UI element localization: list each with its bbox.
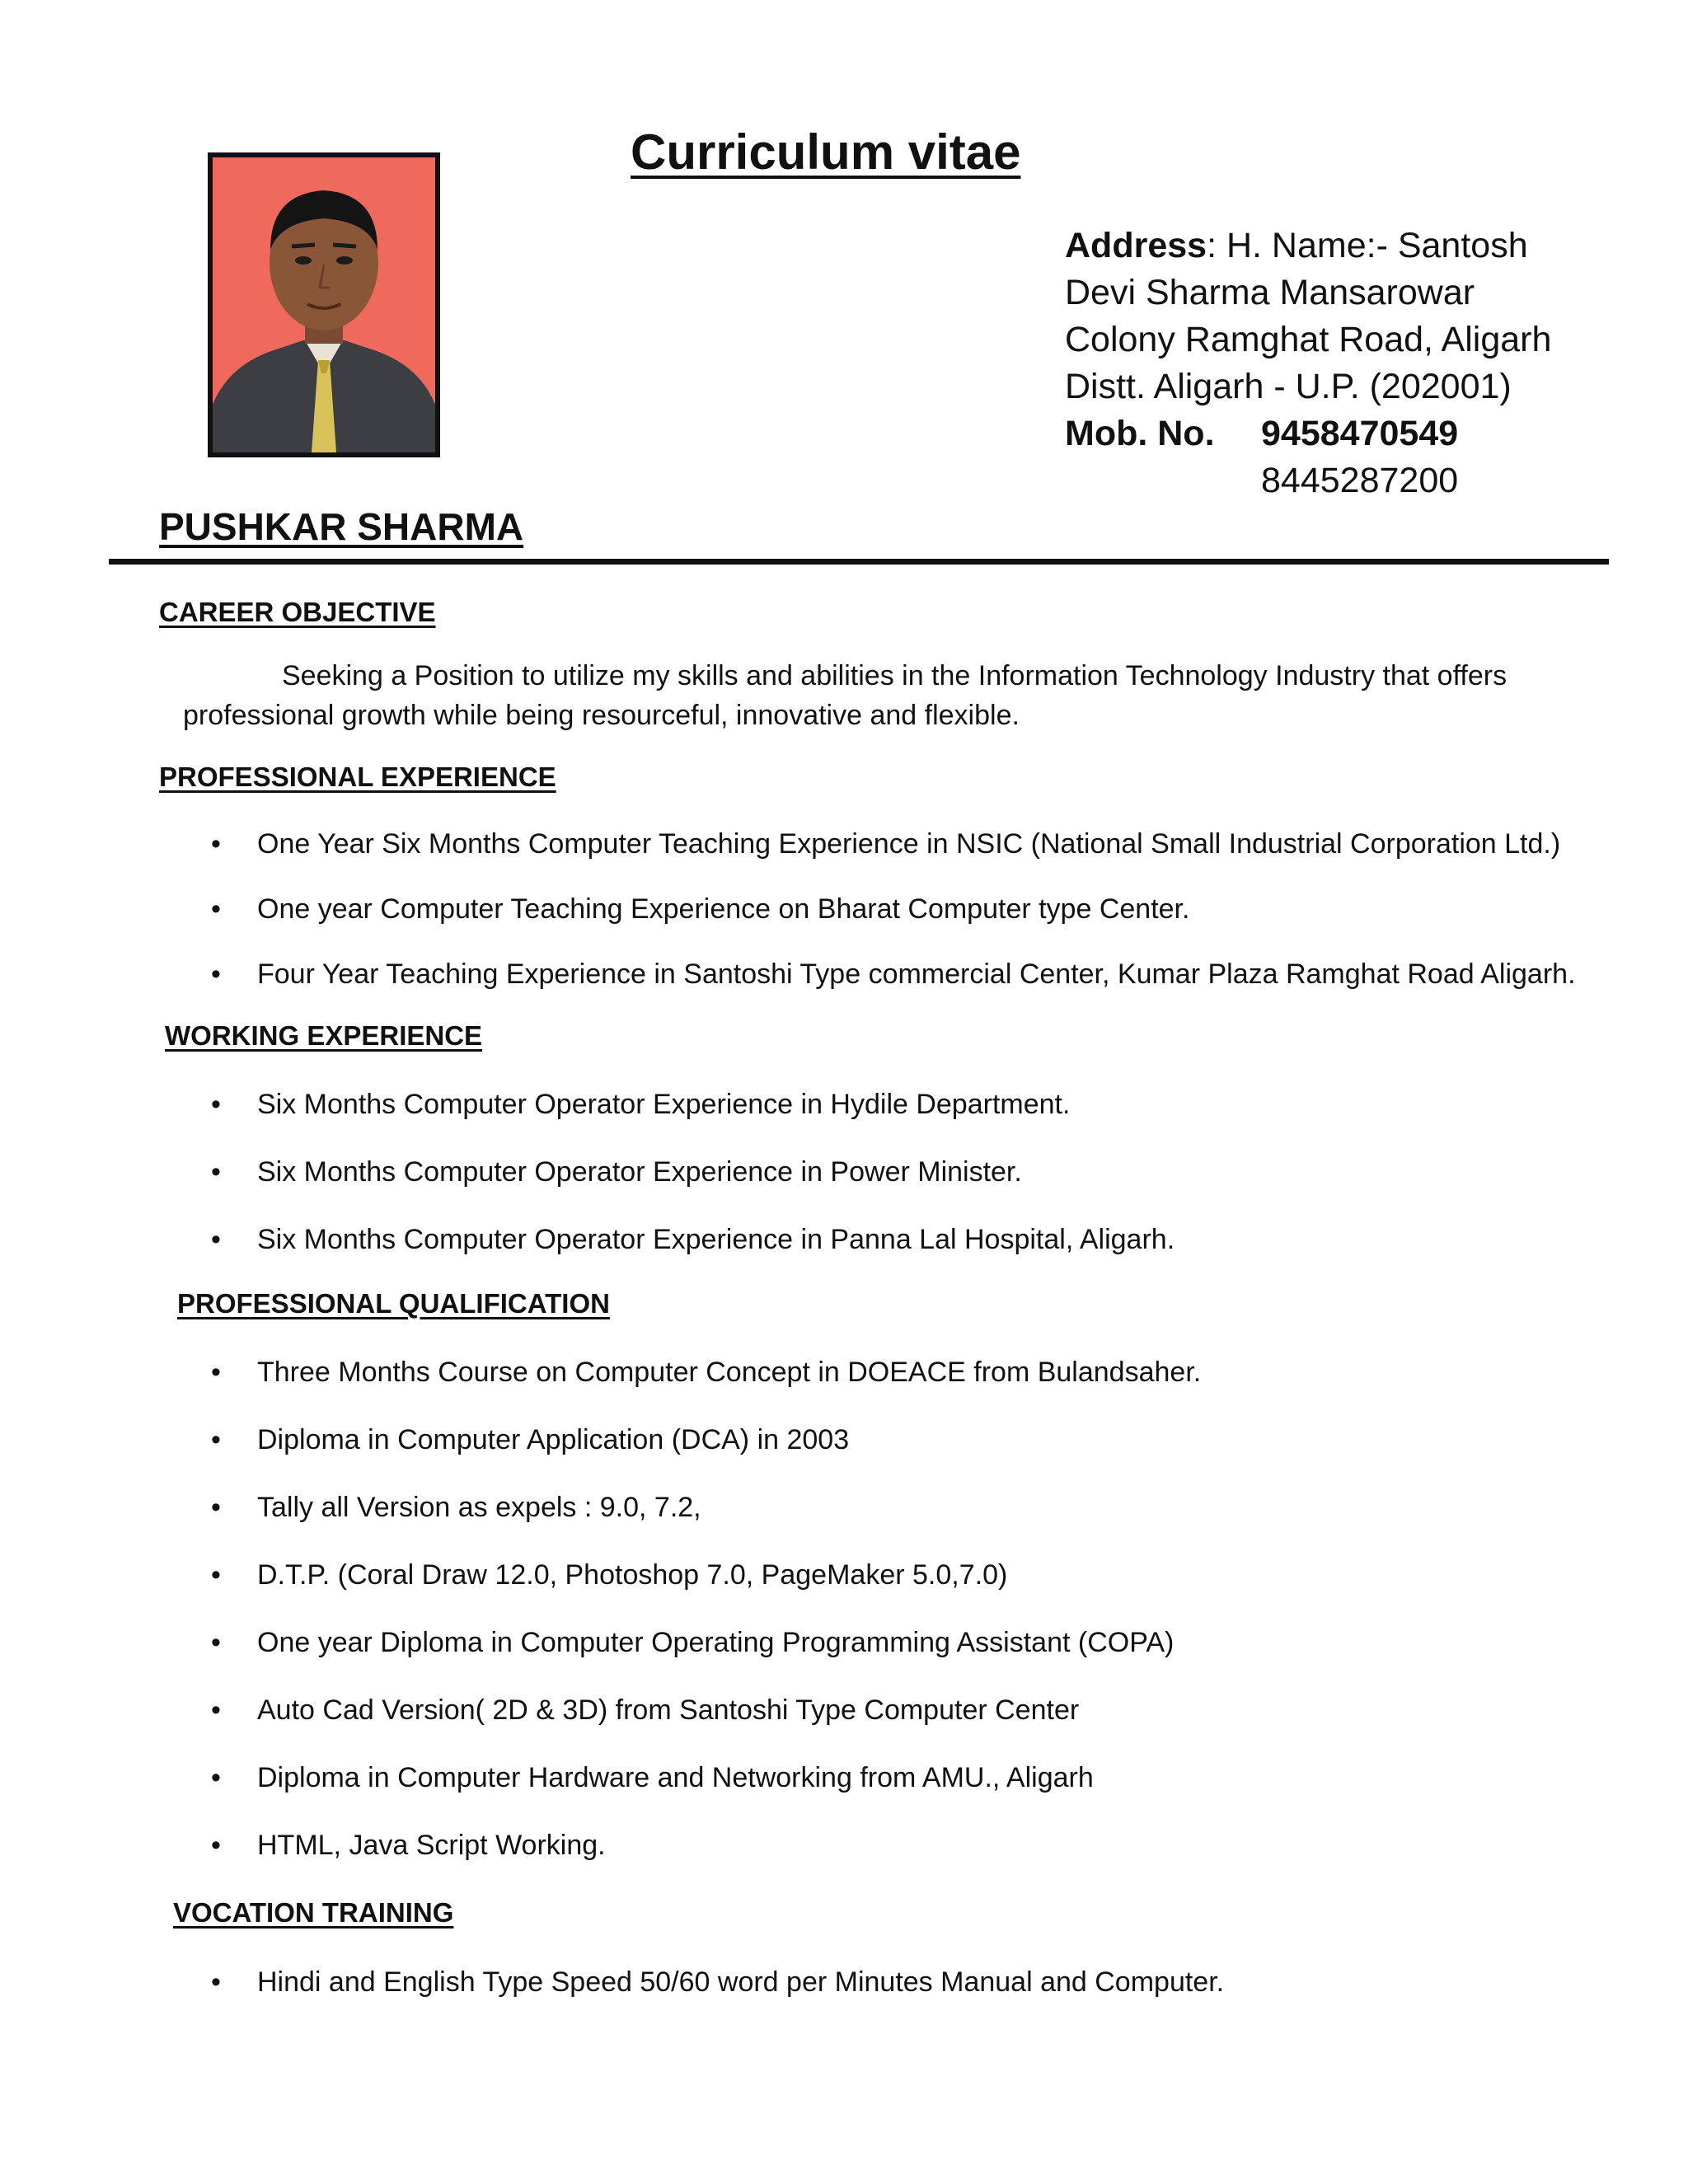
address-label: Address	[1065, 226, 1207, 265]
list-item-text: Diploma in Computer Application (DCA) in 2003	[257, 1424, 850, 1455]
address-line-3: Colony Ramghat Road, Aligarh	[1065, 320, 1552, 359]
bullet-icon: •	[211, 828, 221, 860]
address-line-1	[1065, 223, 1658, 269]
mobile-label: Mob. No.	[1065, 414, 1215, 453]
mobile-secondary: 8445287200	[1261, 461, 1459, 500]
bullet-icon: •	[211, 1762, 221, 1793]
header-divider	[109, 559, 1609, 565]
list-item-text: Four Year Teaching Experience in Santoshi Type commercial Center, Kumar Plaza Ramghat Road Aligarh.	[257, 958, 1576, 990]
list-item	[208, 1085, 1175, 1152]
list-item-text: One year Computer Teaching Experience on Bharat Computer type Center.	[257, 893, 1190, 925]
career-objective-text	[183, 656, 1568, 735]
professional-qualification-heading: PROFESSIONAL QUALIFICATION	[177, 1288, 610, 1319]
list-item	[208, 1825, 1201, 1893]
bullet-icon: •	[211, 958, 221, 990]
bullet-icon: •	[211, 1492, 221, 1523]
list-item	[208, 1555, 1201, 1623]
list-item-text: Six Months Computer Operator Experience in Panna Lal Hospital, Aligarh.	[257, 1224, 1175, 1255]
list-item-text: Six Months Computer Operator Experience in Hydile Department.	[257, 1089, 1071, 1120]
working-experience-heading: WORKING EXPERIENCE	[165, 1020, 483, 1051]
list-item-text: Auto Cad Version( 2D & 3D) from Santoshi Type Computer Center	[257, 1694, 1080, 1726]
bullet-icon: •	[211, 1224, 221, 1255]
list-item	[208, 1488, 1201, 1555]
objective-body: Seeking a Position to utilize my skills and abilities in the Information Technology Industry that offers professional growth while being resourceful, innovative and flexible.	[183, 660, 1507, 731]
contact-block	[1065, 223, 1658, 504]
professional-experience-list	[208, 824, 1576, 1019]
list-item	[208, 1690, 1201, 1758]
list-item	[208, 1352, 1201, 1420]
list-item	[208, 889, 1576, 954]
list-item	[208, 1220, 1175, 1287]
list-item	[208, 1623, 1201, 1690]
list-item-text: One year Diploma in Computer Operating Programming Assistant (COPA)	[257, 1627, 1175, 1658]
bullet-icon: •	[211, 1357, 221, 1388]
bullet-icon: •	[211, 1559, 221, 1591]
professional-qualification-list	[208, 1352, 1201, 1893]
bullet-icon: •	[211, 1627, 221, 1658]
list-item-text: D.T.P. (Coral Draw 12.0, Photoshop 7.0, PageMaker 5.0,7.0)	[257, 1559, 1008, 1591]
list-item-text: Diploma in Computer Hardware and Networking from AMU., Aligarh	[257, 1762, 1094, 1793]
address-line-4: Distt. Aligarh - U.P. (202001)	[1065, 367, 1512, 406]
list-item-text: HTML, Java Script Working.	[257, 1830, 606, 1861]
vocation-training-heading: VOCATION TRAINING	[173, 1897, 454, 1928]
address-text-1: : H. Name:- Santosh	[1207, 226, 1528, 265]
career-objective-heading: CAREER OBJECTIVE	[159, 597, 436, 627]
document-title: Curriculum vitae	[631, 124, 1021, 180]
vocation-training-list	[208, 1962, 1224, 2030]
bullet-icon: •	[211, 1089, 221, 1120]
list-item-text: One Year Six Months Computer Teaching Experience in NSIC (National Small Industrial Corporation Ltd.)	[257, 828, 1561, 860]
list-item-text: Hindi and English Type Speed 50/60 word per Minutes Manual and Computer.	[257, 1966, 1225, 1998]
bullet-icon: •	[211, 893, 221, 925]
list-item	[208, 1962, 1224, 2030]
working-experience-list	[208, 1085, 1175, 1287]
list-item-text: Three Months Course on Computer Concept in DOEACE from Bulandsaher.	[257, 1357, 1202, 1388]
list-item	[208, 954, 1576, 1019]
list-item-text: Six Months Computer Operator Experience in Power Minister.	[257, 1156, 1022, 1188]
bullet-icon: •	[211, 1694, 221, 1726]
mobile-primary: 9458470549	[1261, 414, 1459, 453]
bullet-icon: •	[211, 1424, 221, 1455]
mobile-row	[1065, 410, 1658, 457]
profile-photo	[208, 152, 440, 457]
list-item	[208, 824, 1576, 889]
bullet-icon: •	[211, 1156, 221, 1188]
address-line-2: Devi Sharma Mansarowar	[1065, 273, 1475, 312]
bullet-icon: •	[211, 1966, 221, 1998]
list-item	[208, 1758, 1201, 1825]
candidate-name: PUSHKAR SHARMA	[159, 505, 524, 548]
bullet-icon: •	[211, 1830, 221, 1861]
professional-experience-heading: PROFESSIONAL EXPERIENCE	[159, 762, 556, 792]
list-item-text: Tally all Version as expels : 9.0, 7.2,	[257, 1492, 701, 1523]
list-item	[208, 1152, 1175, 1220]
list-item	[208, 1420, 1201, 1488]
portrait-illustration	[213, 157, 435, 452]
